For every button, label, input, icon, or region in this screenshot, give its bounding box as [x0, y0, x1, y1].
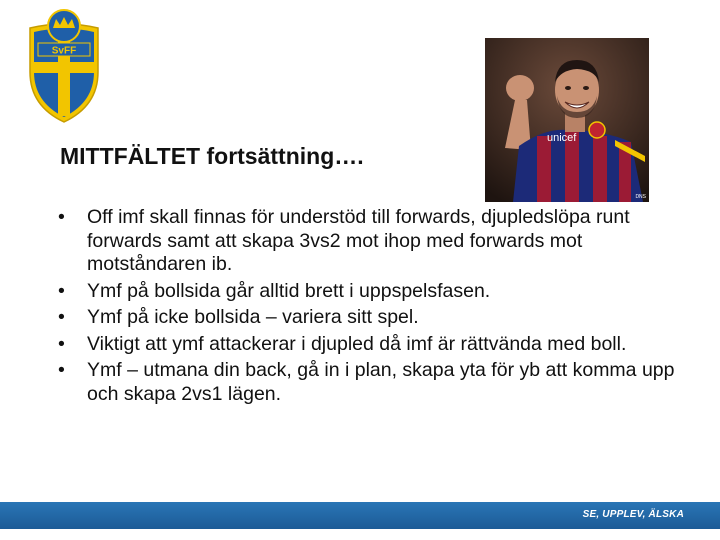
bullet-dot-icon: •	[58, 306, 65, 328]
bullet-dot-icon: •	[58, 332, 65, 355]
bullet-text: Off imf skall finnas för understöd till forwards, djupledslöpa runt forwards samt att skapa 3vs2 mot ihop med forwards mot motståndaren ib.	[87, 206, 630, 275]
svff-crest-logo	[26, 6, 102, 124]
bullet-dot-icon: •	[58, 359, 65, 381]
bullet-item	[58, 333, 698, 357]
bullet-item	[58, 280, 698, 304]
bullet-item	[58, 206, 698, 277]
bullet-item	[58, 306, 698, 330]
footer-bar	[0, 502, 720, 529]
bullet-list	[58, 206, 698, 409]
bullet-dot-icon: •	[58, 206, 65, 228]
bullet-text: Ymf – utmana din back, gå in i plan, skapa yta för yb att komma upp och skapa 2vs1 lägen.	[87, 359, 675, 405]
photo-credit: DNS	[635, 194, 646, 200]
photo-illustration	[485, 38, 649, 202]
bullet-text: Viktigt att ymf attackerar i djupled då imf är rättvända med boll.	[87, 332, 627, 355]
shirt-text: unicef	[547, 132, 577, 144]
bullet-item	[58, 359, 698, 406]
footer-slogan: SE, UPPLEV, ÄLSKA	[582, 509, 684, 520]
bullet-text: Ymf på bollsida går alltid brett i uppspelsfasen.	[87, 279, 491, 302]
slide-title: MITTFÄLTET fortsättning….	[60, 143, 364, 169]
bullet-dot-icon: •	[58, 279, 65, 302]
crest-label: SvFF	[51, 45, 77, 57]
footballer-photo	[485, 38, 649, 202]
bullet-text: Ymf på icke bollsida – variera sitt spel.	[87, 306, 419, 328]
